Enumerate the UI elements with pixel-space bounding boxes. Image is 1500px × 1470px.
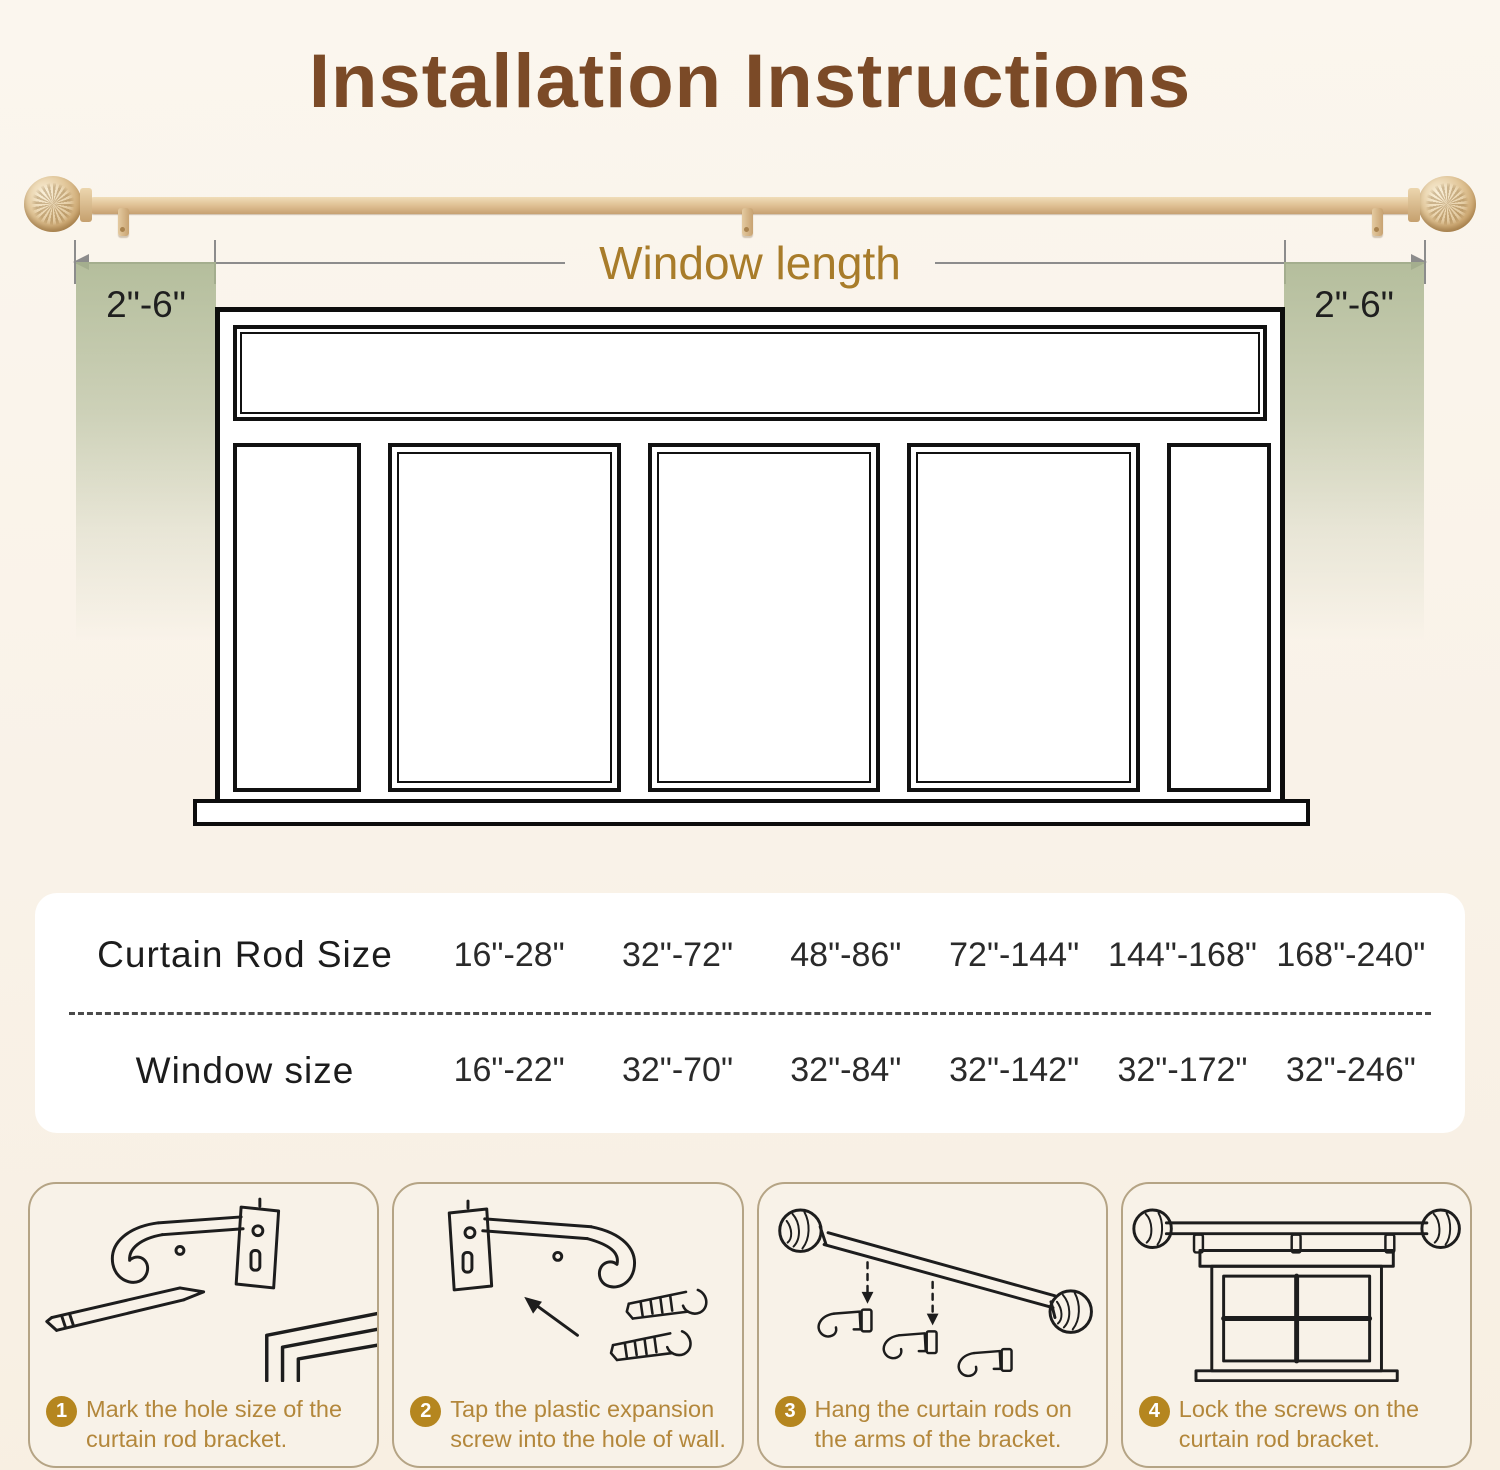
table-cell: 16"-22" bbox=[453, 1051, 565, 1090]
row-label: Window size bbox=[135, 1049, 355, 1091]
left-finial-icon bbox=[24, 176, 82, 232]
rod-bracket-right bbox=[1372, 208, 1383, 236]
window-side-panel-left bbox=[233, 443, 361, 792]
step-number-badge: 1 bbox=[46, 1396, 77, 1427]
window-length-dimension bbox=[75, 237, 1425, 289]
left-offset-band bbox=[76, 262, 216, 692]
step-caption-3 bbox=[775, 1394, 1096, 1454]
window-length-label: Window length bbox=[599, 237, 901, 289]
table-cell: 48"-86" bbox=[790, 935, 902, 974]
table-cell: 144"-168" bbox=[1108, 935, 1257, 974]
step-caption-1 bbox=[46, 1394, 367, 1454]
row-label: Curtain Rod Size bbox=[97, 934, 393, 976]
window-transom-inner bbox=[240, 332, 1260, 414]
window-panel bbox=[388, 443, 621, 792]
step-number-badge: 3 bbox=[775, 1396, 806, 1427]
table-cell: 32"-172" bbox=[1117, 1051, 1248, 1090]
step-text: Lock the screws on the curtain rod bracket. bbox=[1178, 1395, 1420, 1452]
step-text: Tap the plastic expansion screw into the hole of wall. bbox=[450, 1395, 726, 1452]
step-card-4 bbox=[1121, 1182, 1472, 1468]
window-sill bbox=[193, 799, 1310, 826]
window-side-panel-right bbox=[1167, 443, 1271, 792]
window-panels bbox=[233, 443, 1271, 792]
window-panel-inner bbox=[916, 452, 1131, 783]
table-cell: 32"-70" bbox=[621, 1051, 734, 1090]
rod-bracket-left bbox=[118, 208, 129, 236]
window-panel bbox=[648, 443, 881, 792]
table-cell: 32"-72" bbox=[621, 935, 734, 974]
size-table bbox=[35, 893, 1465, 1133]
rod-bracket-center bbox=[742, 208, 753, 236]
table-row-rod-size bbox=[65, 899, 1435, 1012]
page-title: Installation Instructions bbox=[308, 39, 1192, 124]
step-caption-4 bbox=[1139, 1394, 1460, 1454]
step-text: Hang the curtain rods on the arms of the bracket. bbox=[814, 1395, 1072, 1452]
right-offset-label: 2"-6" bbox=[1314, 284, 1394, 325]
table-cell: 32"-142" bbox=[949, 1051, 1080, 1090]
lock-screws-illustration bbox=[1123, 1186, 1470, 1382]
step-card-3 bbox=[757, 1182, 1108, 1468]
hang-rod-on-brackets-illustration bbox=[759, 1186, 1106, 1382]
right-offset-band bbox=[1284, 262, 1424, 692]
table-cell: 32"-84" bbox=[790, 1051, 902, 1090]
table-cell: 32"-246" bbox=[1285, 1051, 1416, 1090]
window-panel-inner bbox=[657, 452, 872, 783]
window-panel-inner bbox=[397, 452, 612, 783]
tap-expansion-screw-illustration bbox=[394, 1186, 741, 1382]
step-number-badge: 2 bbox=[410, 1396, 441, 1427]
step-number-badge: 4 bbox=[1139, 1396, 1170, 1427]
mark-bracket-holes-illustration bbox=[30, 1186, 377, 1382]
dimension-tick bbox=[1424, 240, 1426, 284]
left-finial-neck bbox=[80, 188, 92, 222]
window-diagram bbox=[215, 307, 1285, 808]
step-text: Mark the hole size of the curtain rod bracket. bbox=[86, 1395, 343, 1452]
table-cell: 16"-28" bbox=[453, 935, 565, 974]
right-finial-icon bbox=[1418, 176, 1476, 232]
step-caption-2 bbox=[410, 1394, 731, 1454]
table-cell: 168"-240" bbox=[1276, 935, 1426, 974]
table-row-window-size bbox=[65, 1015, 1435, 1128]
step-card-2 bbox=[392, 1182, 743, 1468]
table-cell: 72"-144" bbox=[949, 935, 1080, 974]
step-card-1 bbox=[28, 1182, 379, 1468]
window-panel bbox=[907, 443, 1140, 792]
window-transom bbox=[233, 325, 1267, 421]
installation-steps bbox=[28, 1182, 1472, 1468]
right-finial-neck bbox=[1408, 188, 1420, 222]
left-offset-label: 2"-6" bbox=[106, 284, 186, 325]
